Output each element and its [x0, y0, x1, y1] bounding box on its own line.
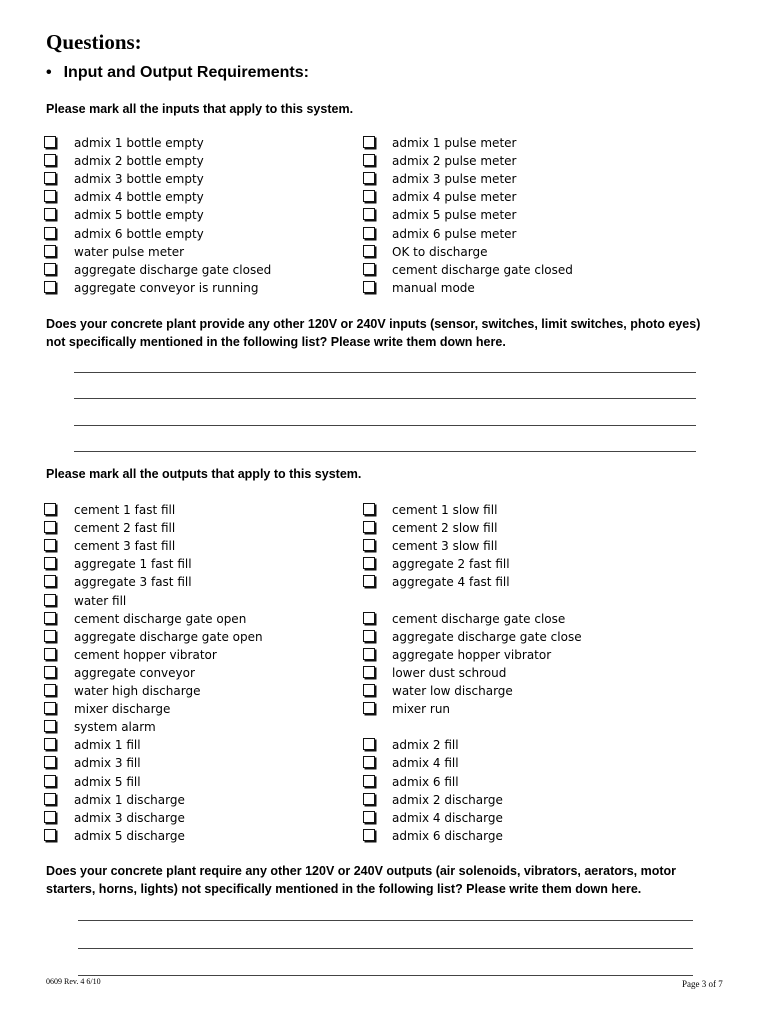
write-in-line[interactable]: [78, 920, 693, 921]
checkbox-label: aggregate hopper vibrator: [392, 647, 552, 662]
inputs-other-question-line-2: not specifically mentioned in the following list? Please write them down here.: [46, 335, 506, 349]
write-in-line[interactable]: [78, 975, 693, 976]
checkbox-label: admix 5 discharge: [74, 828, 185, 843]
checkbox-label: cement discharge gate open: [74, 611, 247, 626]
checkbox-label: admix 1 pulse meter: [392, 136, 517, 150]
checkbox-label: aggregate discharge gate closed: [74, 262, 272, 277]
write-in-line[interactable]: [78, 948, 693, 949]
checkbox-label: admix 2 discharge: [392, 792, 503, 807]
outputs-other-question-line-2: starters, horns, lights) not specifically mentioned in the following list? Please write them down here.: [46, 882, 642, 896]
write-in-line[interactable]: [74, 451, 696, 452]
checkbox-label: admix 3 fill: [74, 756, 141, 771]
checkbox-label: admix 6 pulse meter: [392, 226, 517, 241]
checkbox[interactable]: [363, 630, 375, 642]
checkbox[interactable]: [363, 154, 375, 166]
inputs-prompt: Please mark all the inputs that apply to this system.: [46, 102, 354, 116]
checkbox[interactable]: [44, 227, 56, 239]
checkbox[interactable]: [44, 612, 56, 624]
checkbox[interactable]: [44, 702, 56, 714]
checkbox[interactable]: [44, 208, 56, 220]
checkbox[interactable]: [44, 503, 56, 515]
checkbox-label: mixer discharge: [74, 702, 171, 717]
write-in-line[interactable]: [74, 398, 696, 399]
checkbox[interactable]: [44, 575, 56, 587]
checkbox[interactable]: [363, 829, 375, 841]
checkbox-label: manual mode: [392, 280, 475, 295]
checkbox-label: admix 3 discharge: [74, 810, 185, 825]
outputs-other-question-line-1: Does your concrete plant require any other 120V or 240V outputs (air solenoids, vibrators, aerators, motor: [46, 864, 677, 878]
checkbox-label: water high discharge: [74, 684, 201, 698]
checkbox-label: aggregate 1 fast fill: [74, 557, 192, 572]
inputs-other-question-line-1: Does your concrete plant provide any other 120V or 240V inputs (sensor, switches, limit switches, photo eyes): [46, 317, 701, 331]
outputs-other-question: [46, 862, 736, 898]
checkbox[interactable]: [363, 612, 375, 624]
checkbox-label: admix 6 discharge: [392, 828, 503, 843]
checkbox[interactable]: [363, 172, 375, 184]
checkbox-label: admix 4 bottle empty: [74, 190, 204, 205]
checkbox-label: admix 2 pulse meter: [392, 154, 517, 169]
checkbox[interactable]: [44, 172, 56, 184]
checkbox-label: aggregate conveyor: [74, 665, 195, 680]
checkbox[interactable]: [44, 793, 56, 805]
checkbox-label: admix 3 bottle empty: [74, 172, 204, 187]
bullet: •: [46, 64, 52, 81]
checkbox[interactable]: [363, 245, 375, 257]
checkbox[interactable]: [363, 648, 375, 660]
checkbox-label: cement 3 slow fill: [392, 539, 498, 554]
checkbox[interactable]: [44, 775, 56, 787]
checkbox[interactable]: [44, 684, 56, 696]
checkbox-label: admix 4 pulse meter: [392, 190, 517, 205]
checkbox[interactable]: [363, 557, 375, 569]
section-heading-text: Input and Output Requirements:: [63, 64, 309, 81]
checkbox-label: water fill: [74, 593, 127, 608]
checkbox-label: aggregate conveyor is running: [74, 280, 259, 295]
checkbox[interactable]: [363, 666, 375, 678]
checkbox-label: cement discharge gate closed: [392, 262, 573, 277]
checkbox-label: admix 5 pulse meter: [392, 208, 517, 223]
checkbox-label: cement 1 fast fill: [74, 503, 176, 517]
checkbox[interactable]: [44, 136, 56, 148]
checkbox-label: admix 4 discharge: [392, 810, 503, 825]
checkbox[interactable]: [44, 154, 56, 166]
section-heading: [46, 64, 309, 82]
checkbox-label: water pulse meter: [74, 244, 185, 259]
checkbox-label: admix 2 bottle empty: [74, 154, 204, 169]
checkbox-label: admix 5 bottle empty: [74, 208, 204, 223]
checkbox-label: admix 1 fill: [74, 738, 141, 753]
checkbox-label: cement 1 slow fill: [392, 503, 498, 517]
checkbox[interactable]: [44, 281, 56, 293]
checkbox-label: admix 1 bottle empty: [74, 136, 204, 150]
checkbox-label: aggregate 3 fast fill: [74, 575, 192, 590]
checkbox-label: admix 3 pulse meter: [392, 172, 517, 187]
checkbox[interactable]: [44, 829, 56, 841]
checkbox-label: lower dust schroud: [392, 665, 507, 680]
page-number: Page 3 of 7: [682, 979, 723, 989]
checkbox[interactable]: [363, 190, 375, 202]
checkbox[interactable]: [44, 666, 56, 678]
checkbox[interactable]: [44, 539, 56, 551]
checkbox-label: water low discharge: [392, 684, 513, 698]
checkbox-label: admix 6 fill: [392, 774, 459, 789]
checkbox[interactable]: [363, 281, 375, 293]
checkbox-label: admix 1 discharge: [74, 792, 185, 807]
checkbox-label: aggregate discharge gate open: [74, 629, 263, 644]
checkbox[interactable]: [44, 521, 56, 533]
checkbox[interactable]: [363, 702, 375, 714]
page-title: Questions:: [46, 30, 142, 54]
checkbox-label: aggregate 4 fast fill: [392, 575, 510, 590]
checkbox[interactable]: [44, 738, 56, 750]
checkbox[interactable]: [363, 227, 375, 239]
checkbox[interactable]: [363, 136, 375, 148]
checkbox-label: cement 3 fast fill: [74, 539, 176, 554]
checkbox[interactable]: [44, 756, 56, 768]
checkbox-label: admix 6 bottle empty: [74, 226, 204, 241]
checkbox-label: OK to discharge: [392, 244, 488, 259]
checkbox[interactable]: [363, 521, 375, 533]
checkbox[interactable]: [44, 557, 56, 569]
checkbox[interactable]: [44, 190, 56, 202]
inputs-other-question: [46, 315, 736, 351]
checkbox[interactable]: [44, 245, 56, 257]
checkbox[interactable]: [44, 720, 56, 732]
checkbox-label: cement discharge gate close: [392, 611, 566, 626]
checkbox[interactable]: [363, 738, 375, 750]
checkbox[interactable]: [363, 263, 375, 275]
checkbox[interactable]: [44, 811, 56, 823]
checkbox-label: system alarm: [74, 720, 156, 735]
checkbox[interactable]: [363, 756, 375, 768]
checkbox-label: aggregate 2 fast fill: [392, 557, 510, 572]
checkbox-label: mixer run: [392, 702, 451, 717]
checkbox-label: cement hopper vibrator: [74, 647, 217, 662]
checkbox[interactable]: [363, 811, 375, 823]
checkbox[interactable]: [363, 208, 375, 220]
checkbox[interactable]: [363, 775, 375, 787]
checkbox[interactable]: [363, 575, 375, 587]
checkbox[interactable]: [44, 648, 56, 660]
checkbox-label: aggregate discharge gate close: [392, 629, 582, 644]
checkbox[interactable]: [363, 539, 375, 551]
checkbox-label: cement 2 slow fill: [392, 521, 498, 536]
checkbox[interactable]: [363, 503, 375, 515]
write-in-line[interactable]: [74, 372, 696, 373]
checkbox[interactable]: [44, 630, 56, 642]
checkbox-label: cement 2 fast fill: [74, 521, 176, 536]
checkbox-label: admix 4 fill: [392, 756, 459, 771]
checkbox[interactable]: [363, 793, 375, 805]
checkbox[interactable]: [363, 684, 375, 696]
checkbox[interactable]: [44, 594, 56, 606]
outputs-prompt: Please mark all the outputs that apply to this system.: [46, 467, 362, 481]
checkbox[interactable]: [44, 263, 56, 275]
checkbox-label: admix 2 fill: [392, 738, 459, 753]
checkbox-label: admix 5 fill: [74, 774, 141, 789]
form-revision: 0609 Rev. 4 6/10: [46, 977, 101, 986]
write-in-line[interactable]: [74, 425, 696, 426]
